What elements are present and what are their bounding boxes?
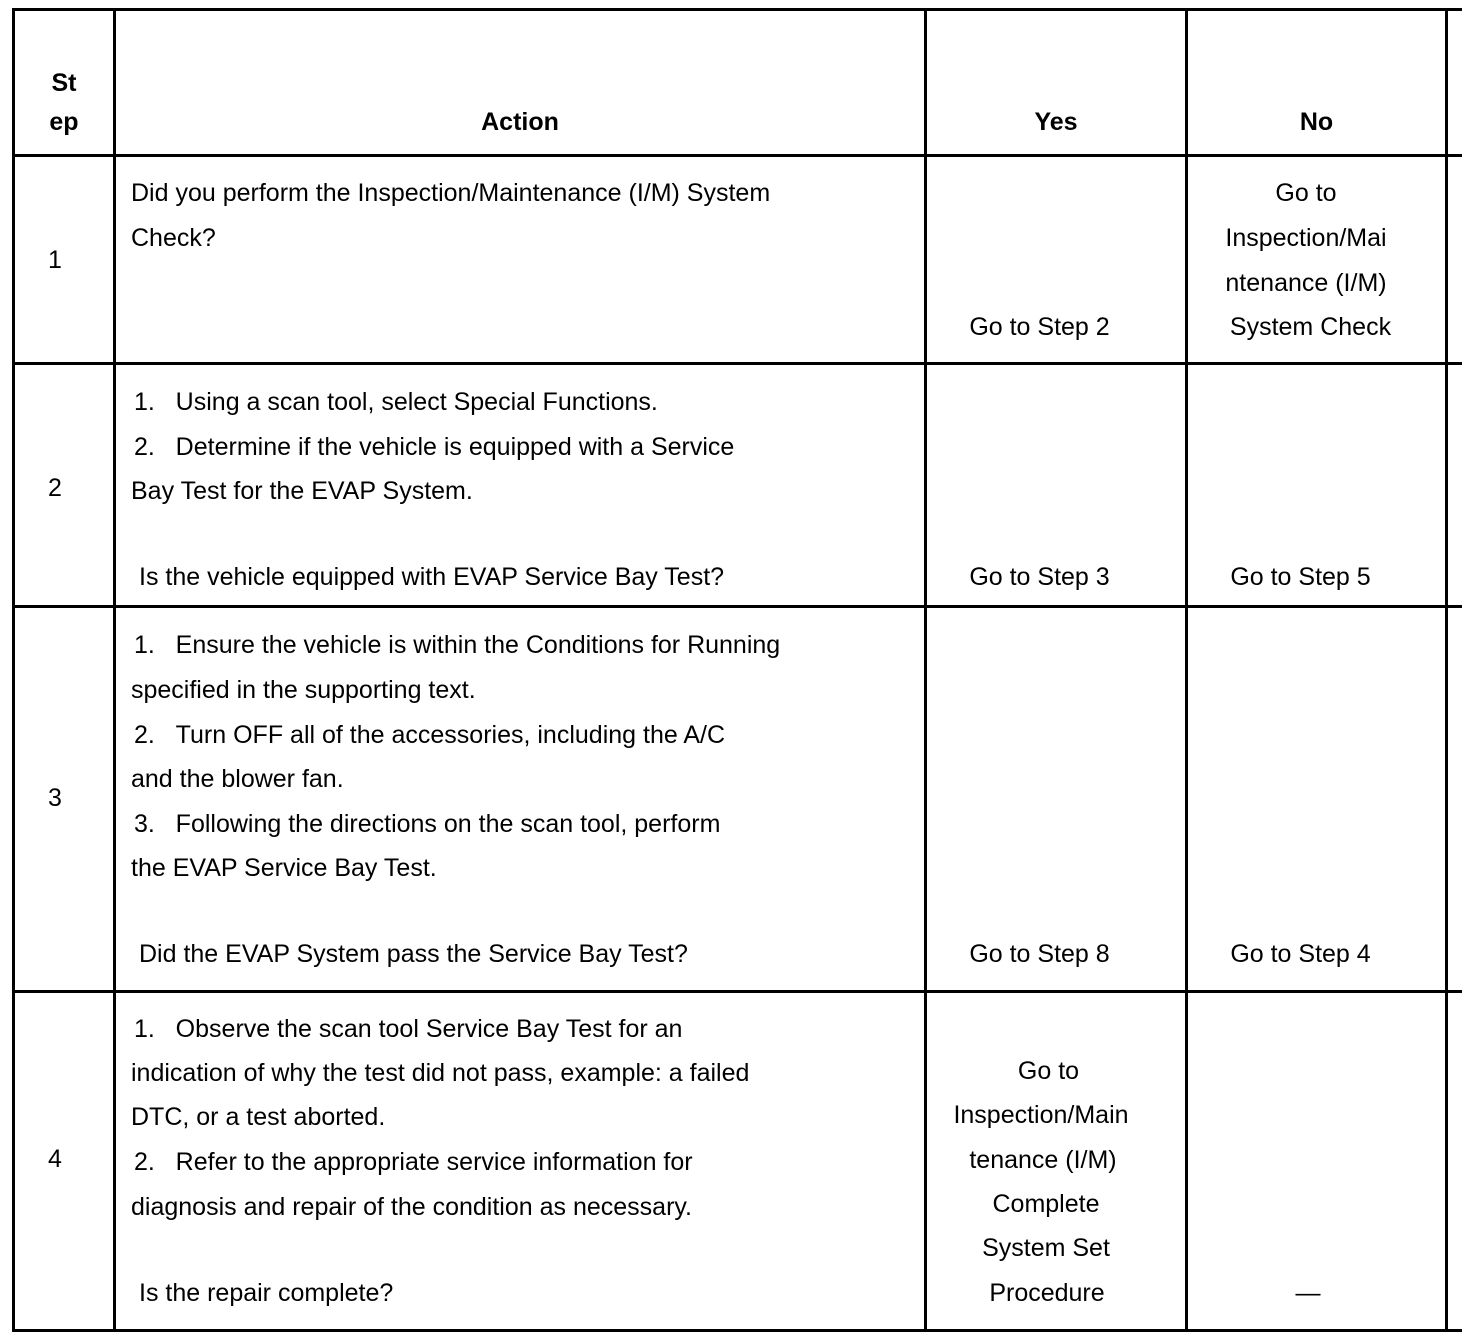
no-result: Go to Step 4 <box>1230 940 1371 968</box>
step-number: 3 <box>48 784 62 812</box>
table-rule <box>12 605 1462 608</box>
action-question: Is the vehicle equipped with EVAP Service Bay Test? <box>139 563 725 591</box>
action-text: 3. Following the directions on the scan tool, perform <box>134 810 721 838</box>
yes-result: Procedure <box>989 1279 1105 1307</box>
action-text: 1. Using a scan tool, select Special Functions. <box>134 388 658 416</box>
no-result: Go to <box>1275 179 1337 207</box>
table-rule <box>1445 8 1448 1332</box>
table-rule <box>12 154 1462 157</box>
yes-result: tenance (I/M) <box>969 1146 1117 1174</box>
table-rule <box>12 8 1462 11</box>
step-number: 2 <box>48 474 62 502</box>
yes-result: System Set <box>982 1234 1110 1262</box>
header-no: No <box>1299 108 1334 136</box>
action-text: Check? <box>131 224 216 252</box>
no-result: — <box>1295 1279 1321 1307</box>
action-text: 2. Refer to the appropriate service information for <box>134 1148 693 1176</box>
yes-result: Go to Step 8 <box>969 940 1110 968</box>
action-text: Did you perform the Inspection/Maintenance (I/M) System <box>131 179 771 207</box>
action-text: the EVAP Service Bay Test. <box>131 854 437 882</box>
action-question: Did the EVAP System pass the Service Bay Test? <box>139 940 688 968</box>
yes-result: Go to <box>1017 1057 1080 1085</box>
header-yes: Yes <box>1034 108 1078 136</box>
action-text: 2. Turn OFF all of the accessories, including the A/C <box>134 721 726 749</box>
action-text: indication of why the test did not pass, example: a failed <box>131 1059 750 1087</box>
header-action: Action <box>481 108 559 136</box>
action-text: specified in the supporting text. <box>131 676 476 704</box>
table-rule <box>12 8 15 1332</box>
yes-result: Complete <box>992 1190 1100 1218</box>
header-step: St <box>51 69 77 97</box>
diagnostic-table <box>12 8 1462 1332</box>
no-result: System Check <box>1229 313 1392 341</box>
yes-result: Inspection/Main <box>953 1101 1129 1129</box>
action-text: DTC, or a test aborted. <box>131 1103 386 1131</box>
action-question: Is the repair complete? <box>139 1279 394 1307</box>
no-result: ntenance (I/M) <box>1225 269 1387 297</box>
yes-result: Go to Step 2 <box>969 313 1110 341</box>
step-number: 4 <box>48 1145 62 1173</box>
no-result: Inspection/Mai <box>1225 224 1387 252</box>
action-text: 1. Observe the scan tool Service Bay Test for an <box>134 1015 683 1043</box>
table-rule <box>12 990 1462 993</box>
table-rule <box>12 1329 1462 1332</box>
header-step: ep <box>49 108 79 136</box>
action-text: diagnosis and repair of the condition as necessary. <box>131 1193 692 1221</box>
action-text: and the blower fan. <box>131 765 344 793</box>
no-result: Go to Step 5 <box>1230 563 1371 591</box>
action-text: 1. Ensure the vehicle is within the Conditions for Running <box>134 631 781 659</box>
table-rule <box>113 8 116 1332</box>
action-text: Bay Test for the EVAP System. <box>131 477 473 505</box>
table-rule <box>12 362 1462 365</box>
step-number: 1 <box>48 246 62 274</box>
yes-result: Go to Step 3 <box>969 563 1110 591</box>
action-text: 2. Determine if the vehicle is equipped with a Service <box>134 433 735 461</box>
